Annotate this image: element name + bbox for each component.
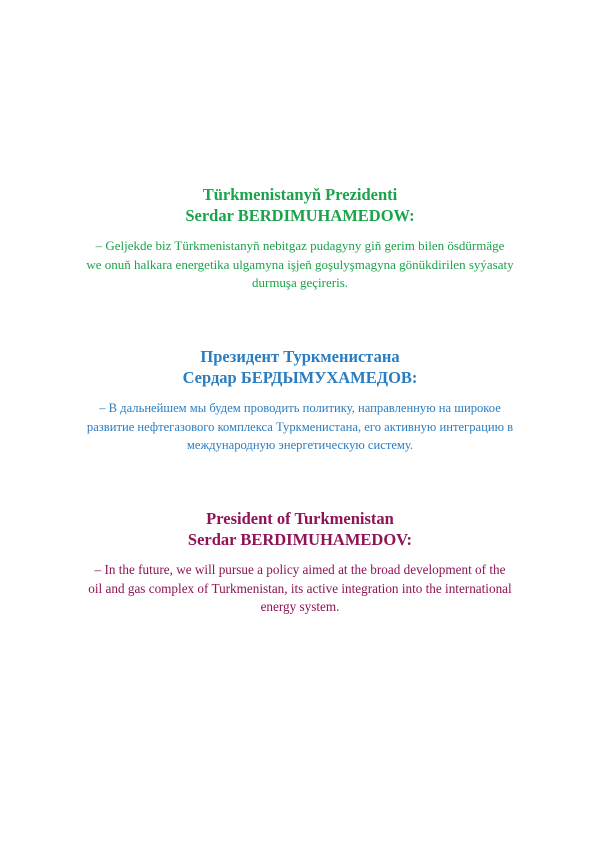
- english-heading-name: Serdar BERDIMUHAMEDOV:: [187, 530, 413, 549]
- russian-quote-line: – В дальнейшем мы будем проводить политику, направленную на широкое: [99, 401, 501, 415]
- russian-heading: [40, 346, 560, 388]
- english-quote-line: oil and gas complex of Turkmenistan, its active integration into the international: [88, 580, 512, 596]
- russian-quote-line: международную энергетическую систему.: [186, 438, 414, 452]
- russian-heading-title: Президент Туркменистана: [200, 347, 400, 366]
- turkmen-quote: [40, 237, 560, 293]
- turkmen-statement: [40, 184, 560, 293]
- english-statement: [40, 508, 560, 617]
- russian-heading-name: Сердар БЕРДЫМУХАМЕДОВ:: [182, 368, 418, 387]
- english-quote-line: – In the future, we will pursue a policy aimed at the broad development of the: [94, 562, 506, 577]
- turkmen-quote-line: – Geljekde biz Türkmenistanyň nebitgaz pudagyny giň gerim bilen ösdürmäge: [95, 238, 505, 253]
- english-quote-line: energy system.: [260, 599, 340, 614]
- english-heading: [40, 508, 560, 550]
- turkmen-quote-line: we onuň halkara energetika ulgamyna işjeň goşulyşmagyna gönükdirilen syýasaty: [86, 256, 514, 272]
- english-quote: [40, 561, 560, 617]
- turkmen-heading-name: Serdar BERDIMUHAMEDOW:: [185, 206, 415, 225]
- english-heading-title: President of Turkmenistan: [206, 509, 394, 528]
- turkmen-quote-line: durmuşa geçireris.: [251, 275, 349, 290]
- russian-statement: [40, 346, 560, 455]
- russian-quote-line: развитие нефтегазового комплекса Туркменистана, его активную интеграцию в: [86, 419, 514, 434]
- turkmen-heading-title: Türkmenistanyň Prezidenti: [202, 185, 398, 204]
- turkmen-heading: [40, 184, 560, 226]
- russian-quote: [40, 399, 560, 455]
